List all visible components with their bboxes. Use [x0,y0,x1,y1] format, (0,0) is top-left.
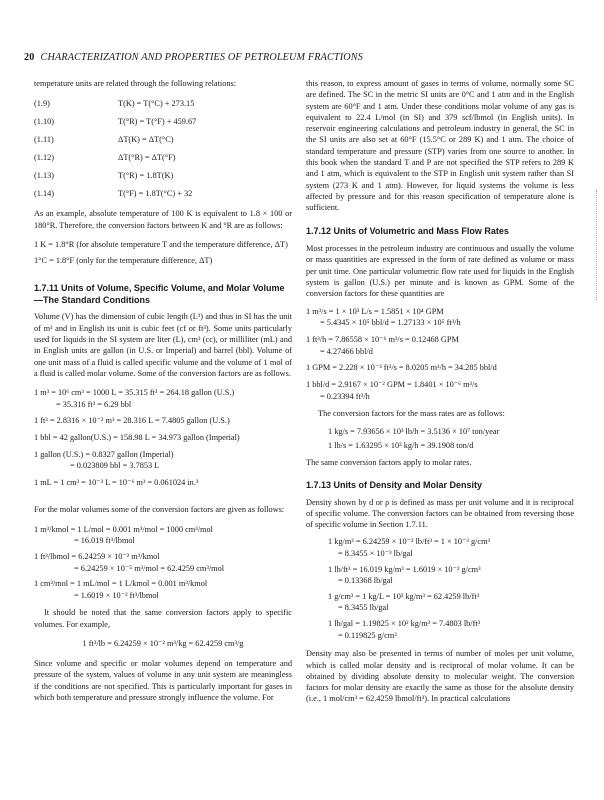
equation: ΔT(°R) = ΔT(°F) [118,152,176,162]
paragraph: temperature units are related through the following relations: [34,79,237,88]
equation: T(°R) = 1.8T(K) [118,170,174,180]
running-title: CHARACTERIZATION AND PROPERTIES OF PETROLEUM FRACTIONS [40,52,363,63]
equation-row [34,130,292,148]
equation-number: (1.12) [34,152,55,162]
equation: T(K) = T(°C) + 273.15 [118,98,195,108]
paragraph: Volume (V) has the dimension of cubic length (L³) and thus in SI has the unit of m³ and in English its unit is cubic feet (cf or ft³). Some units particularly used for liquids in the SI system are liter (L), cm³ (cc), or milliliter (mL) and in English units are gallon (in U.S. or Imperial) and barrel (bbl). Volume of one unit mass of a fluid is called specific volume and the volume of 1 mol of a fluid is called molar volume. Some of the conversion factors are as follows. [34,312,292,378]
equation-line: = 0.23394 ft³/h [320,391,370,401]
equation-line: 1 ft³/lb = 6.24259 × 10⁻² m³/kg = 62.4259 cm³/g [82,638,244,648]
running-header [24,52,580,63]
equation-line: 1 m³/s = 1 × 10³ L/s = 1.5851 × 10⁴ GPM [306,306,444,316]
equation-row [34,166,292,184]
paragraph: As an example, absolute temperature of 100 K is equivalent to 1.8 × 100 or 180°R. Therefore, the conversion factors between K and °R are as follows: [34,209,292,230]
section-heading: 1.7.12 Units of Volumetric and Mass Flow Rates [306,225,509,236]
equation-line: = 35.316 ft³ = 6.29 bbl [56,399,132,409]
equation-line: = 16.019 ft³/lbmol [74,536,135,546]
paragraph: Density may also be presented in terms of number of moles per unit volume, which is called molar density and is reciprocal of molar volume. It can be obtained by dividing absolute density to molecular weight. The conversion factors for molar density are exactly the same as those for the absolute density (i.e., 1 mol/cm³ = 62.4259 lbmol/ft³). In practical calculations [306,649,574,704]
equation-line: = 0.119825 g/cm³ [338,630,397,640]
paragraph: Since volume and specific or molar volumes depend on temperature and pressure of the system, values of volume in any unit system are meaningless if the conditions are not specified. This is particularly important for gases in which both temperature and pressure strongly influence the volume. For [34,659,292,703]
equation-block [306,425,574,453]
equation-row [34,112,292,130]
left-column [34,78,292,703]
equation-number: (1.14) [34,188,55,198]
equation-line: 1 ft³/lbmol = 6.24259 × 10⁻² m³/kmol [34,551,160,561]
equation-number: (1.13) [34,170,55,180]
section-heading: 1.7.13 Units of Density and Molar Density [306,480,483,491]
equation-row [34,184,292,202]
equation-line: = 4.27466 bbl/d [320,346,373,356]
paragraph: For the molar volumes some of the conversion factors are given as follows: [34,505,285,515]
equation-line: 1 m³ = 10⁶ cm³ = 1000 L = 35.315 ft³ = 264.18 gallon (U.S.) [34,388,235,398]
equation: T(°F) = 1.8T(°C) + 32 [118,188,193,198]
equation-line: 1 kg/s = 7.93656 × 10³ lb/h = 3.5136 × 10⁷ ton/year [328,426,500,436]
equation-row [34,148,292,166]
equation-line: 1 bbl/d = 2.9167 × 10⁻² GPM = 1.8401 × 10⁻⁶ m³/s [306,380,478,390]
equation-line: 1 ft³/h = 7.86558 × 10⁻⁶ m³/s = 0.12468 GPM [306,334,459,344]
equation-number: (1.10) [34,116,55,126]
paragraph: Most processes in the petroleum industry are continuous and usually the volume or mass quantities are expressed in the form of rate defined as volume or mass per unit time. One particular volumetric flow rate used for liquids in the English system is gallon (U.S.) per minute and is known as GPM. Some of the conversion factors for these quantities are [306,244,574,299]
equation-line: 1 cm³/mol = 1 mL/mol = 1 L/kmol = 0.001 m³/kmol [34,579,208,589]
equation-line: 1 lb/ft³ = 16.019 kg/m³ = 1.6019 × 10⁻² g/cm³ [328,564,481,574]
equation-number: (1.11) [34,134,54,144]
equation-line: 1 g/cm³ = 1 kg/L = 10³ kg/m³ = 62.4259 lb/ft³ [328,591,480,601]
equation-row [34,94,292,112]
paragraph: The same conversion factors apply to molar rates. [306,457,472,467]
equation-block [306,306,574,403]
page-number: 20 [24,52,35,63]
equation-line: = 8.3455 lb/gal [338,603,389,613]
right-column [306,78,574,705]
equation-line: = 6.24259 × 10⁻⁵ m³/mol = 62.4259 cm³/mol [74,563,225,573]
equation-block [34,387,292,488]
equation-line: = 8.3455 × 10⁻³ lb/gal [338,549,413,559]
equation-block [306,536,574,641]
equation-line: 1 gallon (U.S.) = 0.8327 gallon (Imperial) [34,449,174,459]
margin-dotted-line [596,190,597,300]
equation-line: 1 m³/kmol = 1 L/mol = 0.001 m³/mol = 1000 cm³/mol [34,524,213,534]
equation-block [34,524,292,602]
conversion-factor: 1°C = 1.8°F (only for the temperature difference, ΔT) [34,256,213,266]
paragraph: The conversion factors for the mass rates are as follows: [318,409,505,419]
equation-line: = 0.13368 lb/gal [338,576,393,586]
paragraph: this reason, to express amount of gases in terms of volume, normally some SC are defined. The SC in the metric SI units are 0°C and 1 atm and in the English system are 60°F and 1 atm. Under these conditions molar volume of any gas is equivalent to 22.4 L/mol (in SI) and 379 scf/lbmol (in English units). In reservoir engineering calculations and petroleum industry in general, the SC in the SI units are also set at 60°F (15.5°C or 289 K) and 1 atm. The choice of standard temperature and pressure (STP) varies from one source to another. In this book when the standard T and P are not specified the STP refers to 289 K and 1 atm, which is equivalent to the STP in English unit system rather than SI system (273 K and 1 atm). However, for liquid systems the volume is less affected by pressure and for this reason specification of temperature alone is sufficient. [306,79,574,213]
equation: ΔT(K) = ΔT(°C) [118,134,174,144]
equation-line: 1 mL = 1 cm³ = 10⁻³ L = 10⁻⁶ m³ = 0.061024 in.³ [34,477,199,487]
paragraph: Density shown by d or ρ is defined as mass per unit volume and it is reciprocal of specific volume. The conversion factors can be obtained from reversing those of specific volume in Section 1.7.11. [306,497,574,530]
equation-line: 1 bbl = 42 gallon(U.S.) = 158.98 L = 34.973 gallon (Imperial) [34,433,240,443]
equation-line: 1 kg/m³ = 6.24259 × 10⁻² lb/ft³ = 1 × 10⁻³ g/cm³ [328,537,491,547]
conversion-factor: 1 K = 1.8°R (for absolute temperature T and the temperature difference, ΔT) [34,239,288,249]
section-heading: 1.7.11 Units of Volume, Specific Volume, and Molar Volume—The Standard Conditions [34,283,285,305]
equation-line: = 0.023809 bbl = 3.7853 L [70,461,160,471]
paragraph: It should be noted that the same conversion factors apply to specific volumes. For example, [34,608,292,629]
equation-line: 1 GPM = 2.228 × 10⁻³ ft³/s = 8.0205 m³/h = 34.285 bbl/d [306,363,497,373]
equation-line: 1 lb/s = 1.63295 × 10³ kg/h = 39.1908 ton/d [328,440,474,450]
equation-line: = 1.6019 × 10⁻² ft³/lbmol [74,590,159,600]
equation: T(°R) = T(°F) + 459.67 [118,116,197,126]
equation-line: = 5.4345 × 10⁵ bbl/d = 1.27133 × 10⁵ ft³/h [320,318,461,328]
equation-number: (1.9) [34,98,50,108]
equation-line: 1 ft³ = 2.8316 × 10⁻² m³ = 28.316 L = 7.4805 gallon (U.S.) [34,416,230,426]
equation-line: 1 lb/gal = 1.19825 × 10² kg/m³ = 7.4803 lb/ft³ [328,619,481,629]
